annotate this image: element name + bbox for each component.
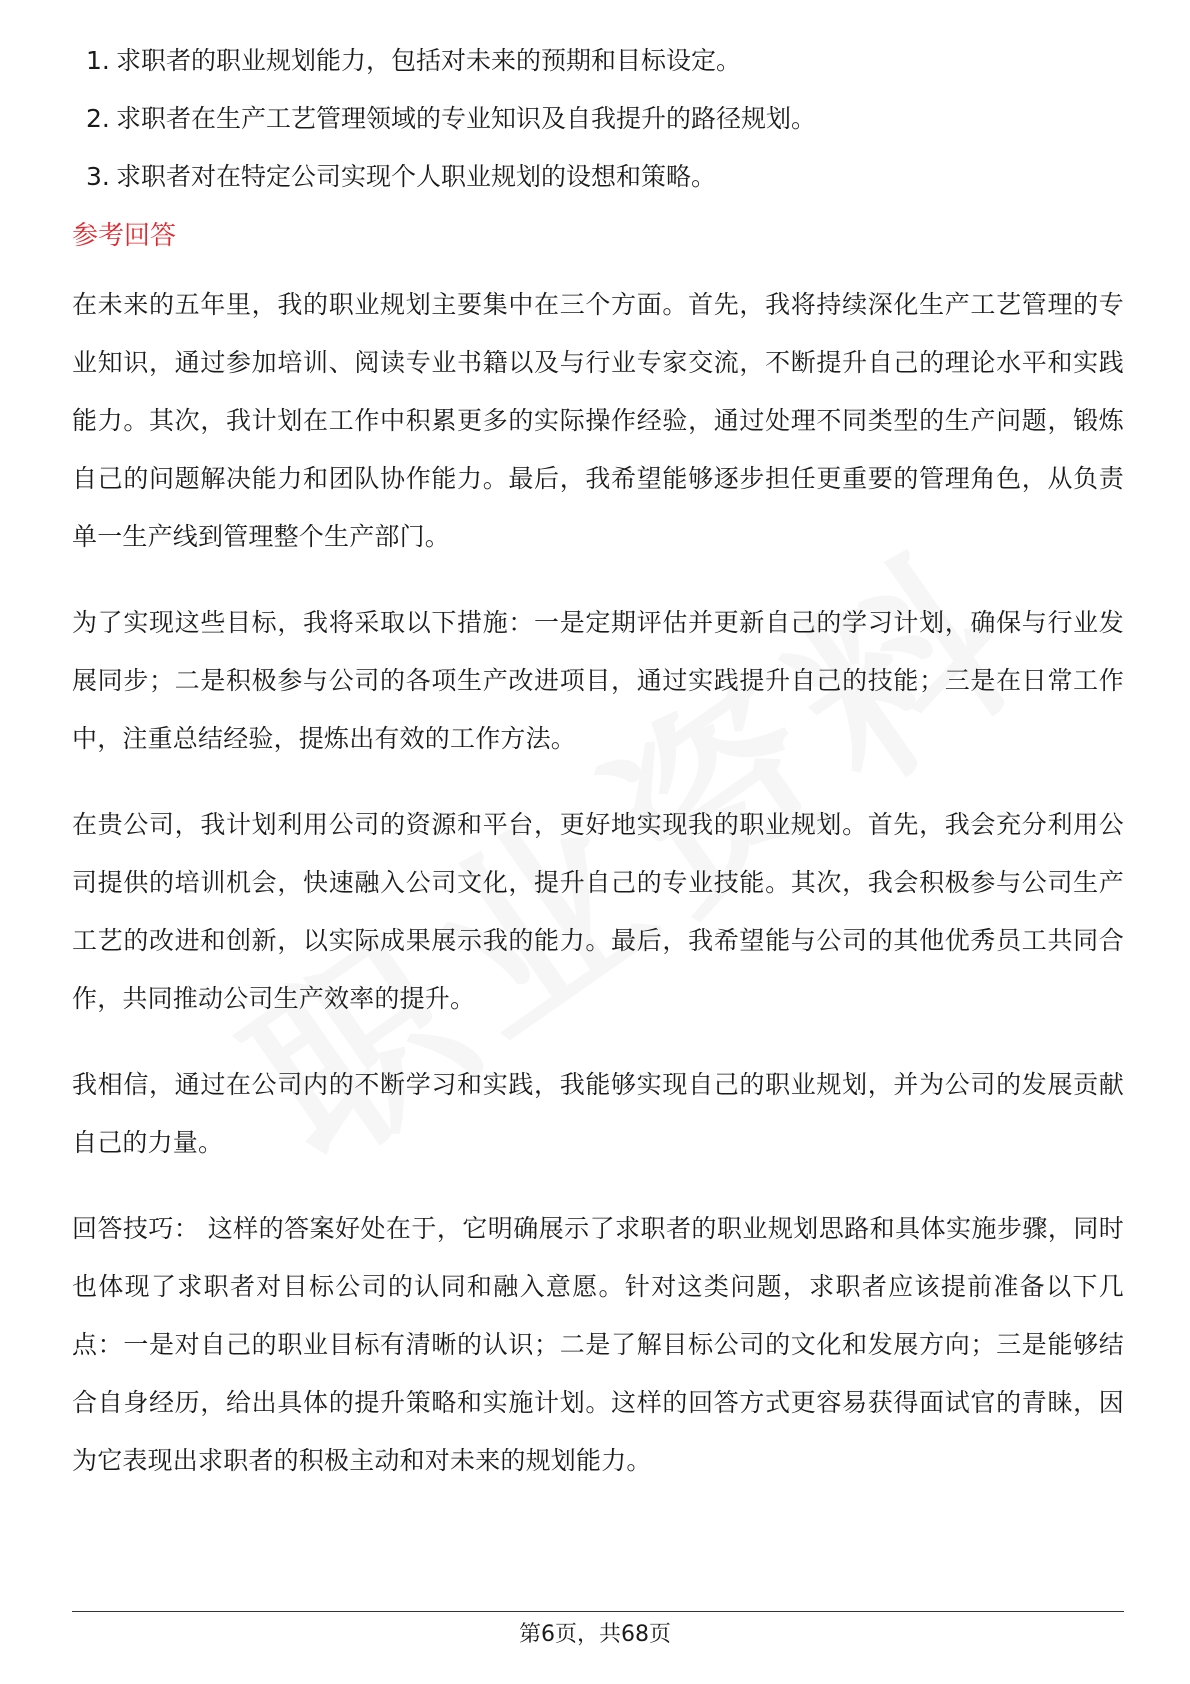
footer-divider [72, 1611, 1124, 1612]
answer-tips-paragraph: 回答技巧： 这样的答案好处在于，它明确展示了求职者的职业规划思路和具体实施步骤，同时也体现了求职者对目标公司的认同和融入意愿。针对这类问题，求职者应该提前准备以下几点：一是对自己的职业目标有清晰的认识；二是了解目标公司的文化和发展方向；三是能够结合自身经历，给出具体的提升策略和实施计划。这样的回答方式更容易获得面试官的青睐，因为它表现出求职者的积极主动和对未来的规划能力。 [72, 1214, 1124, 1475]
page-content [72, 44, 1124, 1518]
list-item-text: 求职者对在特定公司实现个人职业规划的设想和策略。 [116, 162, 717, 191]
answer-paragraph: 在贵公司，我计划利用公司的资源和平台，更好地实现我的职业规划。首先，我会充分利用公司提供的培训机会，快速融入公司文化，提升自己的专业技能。其次，我会积极参与公司生产工艺的改进和创新，以实际成果展示我的能力。最后，我希望能与公司的其他优秀员工共同合作，共同推动公司生产效率的提升。 [72, 810, 1124, 1013]
reference-answer-heading: 参考回答 [72, 221, 177, 251]
page-number: 第6页，共68页 [519, 1622, 671, 1647]
answer-paragraph: 在未来的五年里，我的职业规划主要集中在三个方面。首先，我将持续深化生产工艺管理的专业知识，通过参加培训、阅读专业书籍以及与行业专家交流，不断提升自己的理论水平和实践能力。其次，我计划在工作中积累更多的实际操作经验，通过处理不同类型的生产问题，锻炼自己的问题解决能力和团队协作能力。最后，我希望能够逐步担任更重要的管理角色，从负责单一生产线到管理整个生产部门。 [72, 290, 1124, 551]
list-item-number: 1. [86, 46, 110, 75]
answer-paragraph: 我相信，通过在公司内的不断学习和实践，我能够实现自己的职业规划，并为公司的发展贡献自己的力量。 [72, 1070, 1124, 1157]
list-item [72, 102, 1124, 136]
answer-paragraph: 为了实现这些目标，我将采取以下措施：一是定期评估并更新自己的学习计划，确保与行业发展同步；二是积极参与公司的各项生产改进项目，通过实践提升自己的技能；三是在日常工作中，注重总结经验，提炼出有效的工作方法。 [72, 608, 1124, 753]
list-item-number: 3. [86, 162, 110, 191]
list-item-number: 2. [86, 104, 110, 133]
list-item-text: 求职者的职业规划能力，包括对未来的预期和目标设定。 [116, 46, 742, 75]
evaluation-points-list [72, 44, 1124, 194]
list-item-text: 求职者在生产工艺管理领域的专业知识及自我提升的路径规划。 [116, 104, 817, 133]
list-item [72, 44, 1124, 78]
list-item [72, 160, 1124, 194]
